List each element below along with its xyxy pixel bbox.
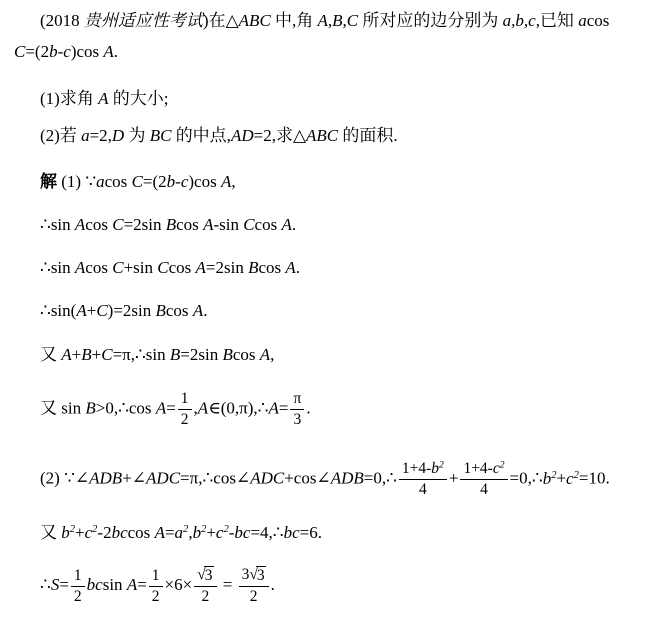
math-run: cos bbox=[176, 215, 204, 234]
math-run: C bbox=[14, 42, 26, 61]
math-run: ,已知 bbox=[535, 11, 579, 30]
fraction bbox=[71, 567, 85, 607]
math-run: 1 bbox=[180, 390, 189, 407]
math-run: . bbox=[295, 258, 301, 277]
sqrt-radical bbox=[197, 566, 213, 585]
superscript: 2 bbox=[183, 524, 189, 536]
math-run: + bbox=[91, 345, 102, 364]
math-run: C bbox=[243, 215, 255, 234]
solution-step-1 bbox=[40, 171, 236, 192]
math-run: A bbox=[197, 398, 209, 418]
math-run: 又 bbox=[40, 345, 62, 364]
math-run: A bbox=[103, 42, 114, 61]
math-run: B bbox=[169, 345, 181, 364]
math-run: A bbox=[74, 258, 86, 277]
math-run: A bbox=[220, 172, 232, 191]
math-run: A bbox=[259, 345, 271, 364]
math-run: A bbox=[98, 89, 109, 108]
fraction bbox=[239, 566, 269, 607]
math-run: cos bbox=[258, 258, 286, 277]
math-run: =4,∴ bbox=[250, 523, 284, 542]
math-run: bc bbox=[86, 575, 103, 595]
math-run: 为 bbox=[124, 126, 150, 145]
math-run: A,B,C bbox=[317, 11, 359, 30]
fraction-numerator bbox=[239, 566, 269, 587]
math-run: +∠ bbox=[122, 468, 147, 488]
fraction-numerator bbox=[290, 390, 304, 410]
fraction-numerator bbox=[194, 566, 216, 587]
math-run: bc bbox=[234, 523, 251, 542]
fraction-denominator bbox=[477, 480, 491, 499]
math-run: 2 bbox=[201, 588, 210, 606]
math-run: ABC bbox=[306, 126, 339, 145]
math-run: = bbox=[137, 575, 147, 595]
sqrt-radical bbox=[249, 566, 265, 585]
math-run: 又 sin bbox=[40, 398, 86, 418]
math-run: A bbox=[155, 398, 167, 418]
math-run: 贵州适应性考试 bbox=[83, 11, 203, 30]
math-run: b bbox=[166, 172, 176, 191]
math-run: D bbox=[111, 126, 125, 145]
math-run: $c^2$ bbox=[566, 468, 579, 488]
fraction-denominator bbox=[198, 587, 212, 606]
math-run: >0,∴cos bbox=[95, 398, 156, 418]
math-run: = bbox=[164, 523, 175, 542]
math-run: + bbox=[448, 468, 459, 488]
math-run: =6. bbox=[299, 523, 322, 542]
math-run: ×6× bbox=[164, 575, 193, 595]
math-run: )在△ bbox=[202, 11, 239, 30]
math-run: $b^2$ bbox=[542, 468, 557, 488]
math-run: a bbox=[81, 126, 90, 145]
fraction bbox=[149, 567, 163, 607]
solution-step-7 bbox=[40, 460, 610, 500]
math-run: A bbox=[126, 575, 138, 595]
fraction bbox=[194, 566, 216, 607]
math-run: $b^2$ bbox=[192, 523, 207, 542]
math-run: =2sin bbox=[123, 215, 166, 234]
math-run: B bbox=[81, 345, 92, 364]
radical-sign: √ bbox=[197, 566, 205, 583]
math-run: AD bbox=[230, 126, 254, 145]
math-run: . bbox=[203, 301, 208, 320]
math-run: =(2 bbox=[25, 42, 50, 61]
math-run: = bbox=[278, 398, 289, 418]
math-run: 4 bbox=[480, 481, 488, 499]
math-run: a bbox=[578, 11, 587, 30]
fraction-numerator bbox=[149, 567, 163, 587]
math-run: 3 bbox=[204, 567, 213, 584]
math-run: =2sin bbox=[205, 258, 249, 277]
math-run: (1)求角 bbox=[40, 89, 99, 108]
math-run: C bbox=[112, 258, 124, 277]
math-run: - bbox=[175, 172, 181, 191]
math-run: +sin bbox=[123, 258, 158, 277]
math-run: + bbox=[206, 523, 216, 542]
math-run: $b^2$ bbox=[61, 523, 76, 542]
fraction-numerator bbox=[178, 390, 192, 410]
math-run: =10. bbox=[578, 468, 610, 488]
math-run: 的面积. bbox=[338, 126, 398, 145]
math-run: C bbox=[96, 301, 108, 320]
math-run: =2, bbox=[89, 126, 112, 145]
solution-step-9 bbox=[40, 566, 275, 607]
math-run: cos bbox=[127, 523, 155, 542]
math-run: 4 bbox=[418, 481, 427, 499]
superscript: 2 bbox=[551, 469, 557, 481]
radical-content bbox=[204, 566, 214, 585]
math-run: , bbox=[270, 345, 275, 364]
math-run: cos bbox=[85, 258, 113, 277]
math-run: = bbox=[59, 575, 69, 595]
fraction bbox=[460, 460, 507, 500]
math-run: cos bbox=[85, 215, 113, 234]
math-run: +cos∠ bbox=[284, 468, 331, 488]
math-run: b bbox=[49, 42, 58, 61]
math-run: 3 bbox=[256, 567, 265, 584]
fraction-numerator bbox=[460, 460, 507, 480]
math-run: + bbox=[86, 301, 97, 320]
math-run: a,b,c bbox=[502, 11, 536, 30]
problem-text-line1 bbox=[40, 10, 609, 31]
superscript: 2 bbox=[201, 524, 207, 536]
math-run: (2018 bbox=[40, 11, 84, 30]
superscript: 2 bbox=[439, 459, 444, 471]
math-run: B bbox=[248, 258, 259, 277]
math-run: 中,角 bbox=[270, 11, 318, 30]
math-run: A bbox=[154, 523, 165, 542]
math-run: + bbox=[71, 345, 82, 364]
math-run: 2 bbox=[249, 588, 258, 606]
math-run: + bbox=[556, 468, 567, 488]
math-run: 所对应的边分别为 bbox=[358, 11, 503, 30]
fraction-numerator bbox=[71, 567, 85, 587]
math-run: B bbox=[222, 345, 233, 364]
math-run: B bbox=[165, 215, 177, 234]
math-run: 3 bbox=[293, 411, 302, 429]
math-run: C bbox=[131, 172, 143, 191]
math-run: C bbox=[112, 215, 124, 234]
math-run: , bbox=[231, 172, 236, 191]
math-run: . bbox=[113, 42, 119, 61]
math-run: A bbox=[268, 398, 279, 418]
superscript: 2 bbox=[92, 524, 98, 536]
math-run: 3 bbox=[241, 566, 250, 583]
math-run: (2) ∵∠ bbox=[40, 468, 90, 488]
math-run: 1+4- bbox=[401, 460, 432, 477]
math-run: ABC bbox=[238, 11, 271, 30]
math-run: = bbox=[166, 398, 176, 418]
math-run: 又 bbox=[40, 523, 62, 542]
question-2 bbox=[40, 125, 398, 146]
math-run: =(2 bbox=[142, 172, 167, 191]
math-run: C bbox=[157, 258, 169, 277]
math-run: ADB bbox=[330, 468, 364, 488]
fraction-denominator bbox=[149, 587, 163, 606]
math-run: - bbox=[57, 42, 64, 61]
math-run: =2sin bbox=[180, 345, 223, 364]
math-run: , bbox=[193, 398, 198, 418]
math-run: cos bbox=[254, 215, 282, 234]
fraction bbox=[290, 390, 304, 430]
math-run: $c^2$ bbox=[492, 459, 505, 477]
math-run: ∴sin bbox=[40, 215, 75, 234]
fraction bbox=[399, 460, 447, 500]
math-run: 2 bbox=[180, 411, 189, 429]
math-run: π bbox=[293, 390, 302, 407]
math-run: = bbox=[218, 575, 237, 595]
math-run: 1 bbox=[151, 566, 160, 584]
problem-text-line2 bbox=[14, 41, 118, 62]
math-run: + bbox=[75, 523, 85, 542]
fraction-denominator bbox=[247, 587, 261, 606]
math-run: cos bbox=[165, 301, 193, 320]
math-run: $b^2$ bbox=[431, 459, 444, 477]
math-run: )=2sin bbox=[107, 301, 156, 320]
radical-sign: √ bbox=[249, 566, 257, 583]
math-run: A bbox=[195, 258, 206, 277]
fraction bbox=[178, 390, 192, 430]
math-run: A bbox=[192, 301, 204, 320]
math-run: -2 bbox=[97, 523, 112, 542]
math-run: . bbox=[291, 215, 297, 234]
math-run: =2,求△ bbox=[253, 126, 307, 145]
solution-step-5 bbox=[40, 344, 274, 365]
superscript: 2 bbox=[499, 459, 505, 471]
solution-step-4 bbox=[40, 300, 207, 321]
math-run: 2 bbox=[151, 587, 160, 605]
math-run: c bbox=[63, 42, 71, 61]
math-run: -sin bbox=[213, 215, 244, 234]
math-run: . bbox=[270, 575, 275, 595]
math-run: (1) ∵ bbox=[57, 172, 97, 191]
question-1 bbox=[40, 88, 168, 109]
math-run: 1 bbox=[73, 566, 82, 584]
math-run: =π,∴cos∠ bbox=[180, 468, 251, 488]
solution-step-8 bbox=[40, 522, 322, 543]
math-run: A bbox=[74, 215, 86, 234]
math-run: , bbox=[188, 523, 193, 542]
math-run: ADB bbox=[89, 468, 123, 488]
math-run: a bbox=[96, 172, 105, 191]
math-run: A bbox=[285, 258, 296, 277]
math-run: . bbox=[306, 398, 311, 418]
math-run: $c^2$ bbox=[215, 523, 229, 542]
math-run: )cos bbox=[188, 172, 221, 191]
math-run: 的中点, bbox=[171, 126, 231, 145]
math-run: A bbox=[203, 215, 214, 234]
superscript: 2 bbox=[573, 469, 579, 481]
fraction-denominator bbox=[291, 410, 305, 429]
math-run: )cos bbox=[70, 42, 104, 61]
math-run: 2 bbox=[73, 587, 82, 605]
math-run: BC bbox=[149, 126, 172, 145]
radical-content bbox=[256, 566, 266, 585]
solution-step-3 bbox=[40, 257, 300, 278]
math-run: bc bbox=[111, 523, 128, 542]
fraction-denominator bbox=[416, 480, 430, 499]
math-run: 解 bbox=[40, 172, 57, 191]
math-run: c bbox=[180, 172, 189, 191]
math-run: ∈(0,π),∴ bbox=[208, 398, 269, 418]
math-run: bc bbox=[283, 523, 300, 542]
math-run: A bbox=[61, 345, 72, 364]
math-run: cos bbox=[104, 172, 132, 191]
solution-step-2 bbox=[40, 214, 296, 235]
math-run: ∴sin bbox=[40, 258, 75, 277]
math-run: - bbox=[228, 523, 235, 542]
math-run: C bbox=[101, 345, 113, 364]
fraction-denominator bbox=[71, 587, 85, 606]
solution-step-6 bbox=[40, 390, 311, 430]
math-run: ADC bbox=[146, 468, 181, 488]
fraction-numerator bbox=[399, 460, 447, 480]
math-run: =π,∴sin bbox=[112, 345, 170, 364]
math-run: ∴ bbox=[40, 575, 51, 595]
math-run: cos bbox=[168, 258, 196, 277]
math-run: A bbox=[76, 301, 87, 320]
math-run: 的大小; bbox=[108, 89, 169, 108]
math-run: ADC bbox=[250, 468, 285, 488]
math-run: sin bbox=[102, 575, 127, 595]
math-run: ∴sin( bbox=[40, 301, 77, 320]
superscript: 2 bbox=[69, 524, 76, 536]
math-run: (2)若 bbox=[40, 126, 82, 145]
math-run: B bbox=[85, 398, 96, 418]
math-run: =0,∴ bbox=[509, 468, 543, 488]
math-run: =0,∴ bbox=[363, 468, 397, 488]
math-run: S bbox=[50, 575, 60, 595]
math-run: B bbox=[155, 301, 166, 320]
math-run: $c^2$ bbox=[84, 523, 98, 542]
math-run: $a^2$ bbox=[174, 523, 189, 542]
math-run: cos bbox=[232, 345, 260, 364]
fraction-denominator bbox=[178, 410, 192, 429]
math-run: 1+4- bbox=[463, 460, 493, 477]
math-run: A bbox=[281, 215, 292, 234]
superscript: 2 bbox=[223, 524, 229, 536]
math-run: cos bbox=[586, 11, 610, 30]
